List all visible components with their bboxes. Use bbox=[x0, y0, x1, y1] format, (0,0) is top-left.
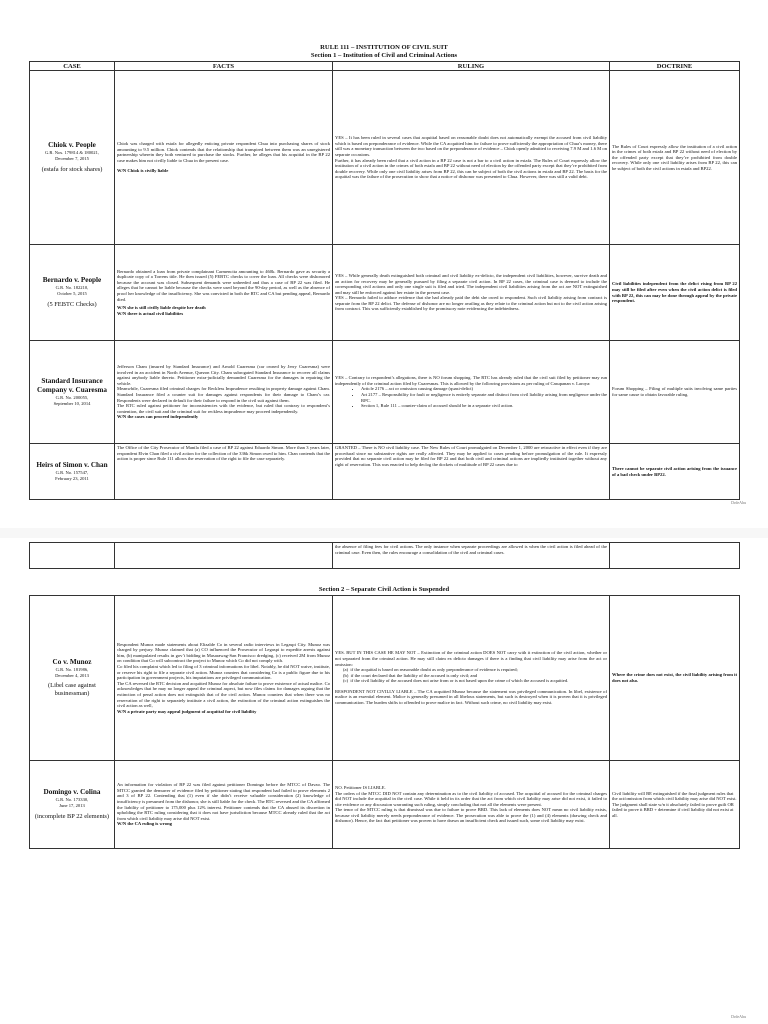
facts-text: The CA reversed the RTC decision and acquitted Munoz for absolute failure to prove existence of actual malice. Co acknowledges that he may no longer appeal the criminal aspect, but now files claims for damages arguing that the extinction of penal action does not extinguish that of the civil action. Munoz counters that when there was no reservation of the right to separately institute a civil action, the extinction of the criminal action extinguishes the civil action as well, bbox=[117, 680, 330, 709]
table-row bbox=[30, 71, 740, 245]
list-item: • Art 2177 – Responsibility for fault or negligence is entirely separate and distinct from civil liability arising from negligence under the RPC. bbox=[361, 392, 607, 403]
doctrine-cell bbox=[610, 341, 740, 444]
case-name: Standard Insurance Company v. Cuaresma bbox=[37, 377, 107, 395]
facts-text: An information for violation of BP 22 was filed against petitioner Domingo before the MTCC of Davao. The MTCC granted the demurrer of evidence filed by petitioner stating that respondent had failed to prove elements 2 and 3 of BP 22. Contending that (1) even if she didn’t receive valuable consideration (2) knowledge of insufficiency is presumed from the dishonor, she is still liable for the check. The RTC reversed and the CA affirmed the liability of petitioner to 175,000 plus 12% interest. Petitioner contends that the CA abused its discretion in upholding the RTC ruling considering that it does not have jurisdiction because MTCC already ruled that the act from which civil liability may arise did NOT exist. bbox=[117, 782, 330, 821]
case-name: Chiok v. People bbox=[48, 141, 96, 150]
list-item: (b) if the court declared that the liability of the accused is only civil; and bbox=[343, 672, 478, 678]
case-date: October 5, 2015 bbox=[57, 291, 87, 296]
case-name: Co v. Munoz bbox=[52, 657, 92, 666]
case-cell bbox=[30, 341, 115, 444]
case-note: (estafa for stock shares) bbox=[41, 165, 103, 173]
ruling-cell bbox=[333, 761, 610, 849]
doctrine-text: The Rules of Court expressly allow the institution of a civil action in the crimes of both estafa and BP 22 without need of election by the offended party except that they’re prohibited from double recovery. While only one civil liability arises from BP 22, this can be subject of both the civil actions in estafa and BP22. bbox=[612, 143, 737, 171]
ruling-cell bbox=[333, 596, 610, 761]
table-row bbox=[30, 245, 740, 341]
ruling-text: The orders of the MTCC DID NOT contain any determination as to the civil liability of accused. The acquittal of accused for the criminal charges did NOT include the acquittal in the civil case. While it held in its order that the act from which civil liability may arise did not exist, it failed to cite evidence or any discussion warranting such ruling, simply concluding that not all the elements were present. bbox=[335, 790, 607, 807]
case-ref: G.R. No. 181986, bbox=[55, 666, 89, 672]
ruling-text: YES – Bernardo failed to adduce evidence that she had already paid the debt she owed to respondent. Such civil liability arising from contract is separate from the BP 22 delict. The defense of dishonor are no longer availing as they relate to the criminal action but not to the civil action arising from contract. This was sufficiently established by the promissory note evidencing the indebtedness. bbox=[335, 295, 607, 312]
list-item: • Section 1, Rule 111 – counter-claim of accused should be in a separate civil action. bbox=[361, 403, 607, 409]
ruling-text: YES – Contrary to respondent’s allegations, there is NO forum shopping. The RTC has already ruled that the civil suit filed by petitioner may run independently of the criminal action filed by Cuaresmas. This is allowed by the following provisions as per ruling of Casupanan v. Laroya: bbox=[335, 375, 607, 386]
doctrine-text: Civil liability will BE extinguished if the final judgment rules that the act/omission from which civil liability may arise did NOT exist. The judgment shall state w/n it absolutely failed to prove guilt OR failed to prove it BRD + determine if civil liability did not exist at all. bbox=[612, 790, 737, 818]
facts-cell bbox=[115, 341, 333, 444]
facts-cell bbox=[115, 596, 333, 761]
case-cell bbox=[30, 71, 115, 245]
facts-issue: W/N Chiok is civilly liable bbox=[117, 168, 169, 174]
case-ref: G.R. No. 200055, bbox=[55, 395, 89, 401]
ruling-cell bbox=[333, 341, 610, 444]
ruling-text: Further, it has already been ruled that a civil action in a BP 22 case is not a bar to a civil action in estafa. The Rules of Court expressly allow the institution of a civil action in the crimes of both estafa and BP 22 without need of election by the offended party except that they’re prohibited from double recovery. While only one civil liability arises from BP 22, this can be subject of both the civil actions in estafa and BP 22. The basis for the acquittal was the failure of the prosecution to show that a notice of dishonor was presented to Chua. However, there was still a valid debt. bbox=[335, 157, 607, 180]
case-date: December 4, 2013 bbox=[55, 672, 89, 678]
case-date: December 7, 2015 bbox=[55, 156, 89, 161]
ruling-text: YES – While generally death extinguished both criminal and civil liability ex-delicto, the independent civil liabilities, however, survive death and an action for recovery may be generally pursued by filing a separate civil action. In BP 22 cases, the criminal case is deemed to include the corresponding civil actions and only one single suit is filed and tried. The independent civil liabilities arising from the act are NOT extinguished and may still be enforced against her estate in the present case. bbox=[335, 272, 607, 295]
ruling-text: The tenor of the MTCC ruling is that dismissal was due to failure to prove BRD. This lack of elements does NOT mean no civil liability exists, because civil liability merely needs preponderance of evidence. The prosecution was able to prove the (1) and (4) elements (drawing check and dishonor). Hence, the fact that petitioner was proven to have drawn an insufficient check and issued such, some civil liability may exist. bbox=[335, 807, 607, 824]
case-date: February 23, 2011 bbox=[55, 476, 89, 481]
case-note: (Libel case against businessman) bbox=[48, 682, 96, 698]
case-cell bbox=[30, 444, 115, 500]
list-item: • Article 2176 – act or omission causing damage (quasi-delict) bbox=[361, 386, 607, 392]
case-name: Domingo v. Colina bbox=[43, 788, 101, 797]
ruling-cell bbox=[333, 543, 610, 569]
continuation-table bbox=[29, 542, 740, 569]
facts-issue: W/N there is actual civil liabilities bbox=[117, 310, 184, 316]
case-cell bbox=[30, 245, 115, 341]
facts-cell bbox=[115, 761, 333, 849]
facts-text: The RTC ruled against petitioner for inconsistencies with the evidence, but ruled that contrary to respondent’s contention, the civil suit and the criminal suit for reckless imprudence may proceed independently. bbox=[117, 403, 330, 414]
ruling-text: GRANTED – There is NO civil liability case. The New Rules of Court promulgated on December 1, 2000 are retroactive in effect even if they are procedural since no substantive rights are really affected. They may be applied to cases pending before promulgation of the rule. It expressly provided that no separate civil action may be filed for BP 22 and that both civil and criminal actions are impliedly instituted together without any right of reservation. This was enacted to help declog the dockets of multitude of BP 22 cases due to bbox=[335, 445, 607, 467]
case-name: Bernardo v. People bbox=[42, 276, 102, 285]
col-header-doctrine: DOCTRINE bbox=[610, 62, 740, 71]
case-name: Heirs of Simon v. Chan bbox=[36, 461, 108, 470]
table-row bbox=[30, 444, 740, 500]
facts-issue: W/N she is still civilly liable despite her death bbox=[117, 305, 206, 311]
facts-cell bbox=[115, 245, 333, 341]
case-ref: G.R. No. 182210, bbox=[55, 285, 89, 291]
doctrine-text: Where the crime does not exist, the civil liability arising from it does not also. bbox=[612, 672, 737, 683]
document-page-2 bbox=[0, 538, 768, 1024]
facts-cell bbox=[115, 71, 333, 245]
table-row bbox=[30, 341, 740, 444]
facts-text: Co filed his complaint which led to filing of 3 criminal informations for libel. Notably, he did NOT waive, institute, or reserve his right to file a separate civil action. Munoz counters that considering Co is a public figure due to his participation in government projects, his imputations are privileged communication. bbox=[117, 664, 330, 681]
doctrine-text: There cannot be separate civil action arising from the issuance of a bad check under BP22. bbox=[612, 465, 737, 477]
section-1-heading: Section 1 – Institution of Civil and Criminal Actions bbox=[310, 52, 458, 59]
section-1-table bbox=[29, 61, 740, 500]
ruling-text: YES – It has been ruled in several cases that acquittal based on reasonable doubt does not automatically exempt the accused from civil liability which is based on preponderance of evidence. While the CA acquitted him for failure to prove sufficiently the appropriation of Chua’s money, there still was a monetary transaction between the two based on the preponderance of evidence – Chiok openly admitted to receiving 7.9 M and 1.6 M on separate occasions. bbox=[335, 135, 607, 157]
facts-text: Chiok was charged with estafa for allegedly enticing private respondent Chua into purchasing shares of stock amounting to 9.5 million. Chiok contends that the relationship that transpired between them was an unregistered partnership wherein they both ventured to purchase the stocks. Further, he alleges that his acquittal in the BP 22 case makes him not civilly liable to Chua in the present case. bbox=[117, 141, 330, 163]
ruling-cell bbox=[333, 71, 610, 245]
page-watermark: DrdeAhu bbox=[731, 1014, 746, 1019]
facts-issue: W/N the CA ruling is wrong bbox=[117, 821, 172, 827]
doctrine-text: Civil liabilities independent from the delict rising from BP 22 may still be filed after even when the civil action delict is filed with BP 22, this can may be done through appeal by the private respondent. bbox=[612, 281, 737, 304]
col-header-case: CASE bbox=[30, 62, 115, 71]
facts-text: Bernardo obtained a loan from private complainant Carmencita amounting to 460k. Bernardo gave as security a duplicate copy of a Torrens title. He then issued (5) FEBTC checks to cover the loan. All checks were dishonored because the account was closed. Subsequent demands were unheeded and thus a case of BP 22 was filed. He alleges that he cannot be liable because the checks were used beyond the 90-day period, as well as the absence of proof her knowledge of the insufficiency. She was convicted in both the RTC and CA but pending appeal, Bernardo died. bbox=[117, 268, 330, 302]
section-2-heading: Section 2 – Separate Civil Action is Suspended bbox=[318, 586, 450, 593]
ruling-cell bbox=[333, 245, 610, 341]
document-title: RULE 111 – INSTITUTION OF CIVIL SUIT bbox=[320, 44, 448, 51]
doctrine-text: Forum Shopping – Filing of multiple suits involving same parties for same cause to obtain favorable ruling. bbox=[612, 386, 737, 397]
case-note: (5 FEBTC Checks) bbox=[47, 300, 97, 308]
doctrine-cell bbox=[610, 245, 740, 341]
facts-issue: W/N the cases can proceed independently bbox=[117, 414, 199, 420]
page-watermark: DrdeAhu bbox=[731, 500, 746, 505]
case-date: September 10, 2014 bbox=[53, 401, 91, 406]
ruling-cell bbox=[333, 444, 610, 500]
col-header-ruling: RULING bbox=[333, 62, 610, 71]
doctrine-cell bbox=[610, 71, 740, 245]
ruling-text: RESPONDENT NOT CIVILLY LIABLE – The CA acquitted Munoz because the statement was privileged communication. In libel, existence of malice is an essential element. Malice is generally presumed in all libelous statements, but such is destroyed when it is proven that it is privileged communication. The burden shifts to offended to prove malice in fact. Without such crime, no civil liability may exist. bbox=[335, 688, 607, 706]
case-ref: G.R. No. 173330, bbox=[55, 797, 89, 803]
section-2-table bbox=[29, 595, 740, 849]
ruling-bullet-list bbox=[335, 386, 607, 408]
list-item: (a) if the acquittal is based on reasonable doubt as only preponderance of evidence is required; bbox=[343, 667, 518, 673]
table-row bbox=[30, 596, 740, 761]
case-ref: G.R. Nos. 179814 & 180021, bbox=[44, 150, 100, 156]
facts-text: Jefferson Cham (insured by Standard Insurance) and Arnold Cuaresma (car owned by Jerry Cuaresma) were involved in an accident in North Avenue, Quezon City. Cham subrogated Standard Insurance to recover all claims against anybody liable thereto. Petitioner extra-judicially demanded Cuaresma for the damages in repairing the vehicle. bbox=[117, 364, 330, 386]
case-date: June 17, 2013 bbox=[59, 803, 85, 808]
doctrine-cell bbox=[610, 444, 740, 500]
col-header-facts: FACTS bbox=[115, 62, 333, 71]
ruling-text: the absence of filing fees for civil actions. The only instance when separate proceedings are allowed is when the civil action is filed ahead of the criminal case. Even then, the rules encourage a consolidation of the civil and criminal cases. bbox=[335, 544, 607, 555]
case-cell bbox=[30, 596, 115, 761]
facts-cell bbox=[115, 444, 333, 500]
facts-text: The Office of the City Prosecutor of Manila filed a case of BP 22 against Eduardo Simon. More than 3 years later, respondent Elvin Chan filed a civil action for the collection of the 336k Simon owed to him. Chan contends that the action is proper since Rule 111 allows the reservation of the right to file the case separately. bbox=[117, 445, 330, 462]
ruling-text: YES. BUT IN THIS CASE HE MAY NOT – Extinction of the criminal action DOES NOT carry with it extinction of the civil action, whether or not separated from the criminal action. He may still claim ex delicto damages if there is a finding that civil liability may arise from the act or omission: bbox=[335, 650, 607, 667]
case-cell bbox=[30, 761, 115, 849]
table-row bbox=[30, 761, 740, 849]
doctrine-cell bbox=[610, 761, 740, 849]
facts-text: Meanwhile, Cuaresma filed criminal charges for Reckless Imprudence resulting in property damage against Cham. Standard Insurance filed a counter suit for damages against respondents for their damage to Cham’s car. Respondents were declared in default for their failure to respond in the civil suit against them. bbox=[117, 386, 330, 403]
case-note: (incomplete BP 22 elements) bbox=[34, 812, 110, 820]
facts-text: Respondent Munoz made statements about Elizalde Co in several radio interviews in Legaspi City. Munoz was charged by perjury. Munoz claimed that (a) CO influenced the Prosecutor of Legaspi to expedite arrests against him, (b) manipulated results in gov’t bidding in Masarawag-San Francisco dredging, (c) received 2M from Munoz on condition that Co will subcontract the project to Munoz which Co did not comply with. bbox=[117, 641, 330, 664]
doctrine-cell bbox=[610, 596, 740, 761]
facts-issue: W/N a private party may appeal judgment of acquittal for civil liability bbox=[117, 708, 257, 714]
case-ref: G.R. No. 157547, bbox=[55, 470, 89, 476]
list-item: (c) if the civil liability of the accused does not arise from or is not based upon the crime of which the accused is acquitted. bbox=[343, 678, 569, 684]
table-row bbox=[30, 543, 740, 569]
ruling-text: NO. Petitioner IS LIABLE. bbox=[335, 784, 386, 790]
